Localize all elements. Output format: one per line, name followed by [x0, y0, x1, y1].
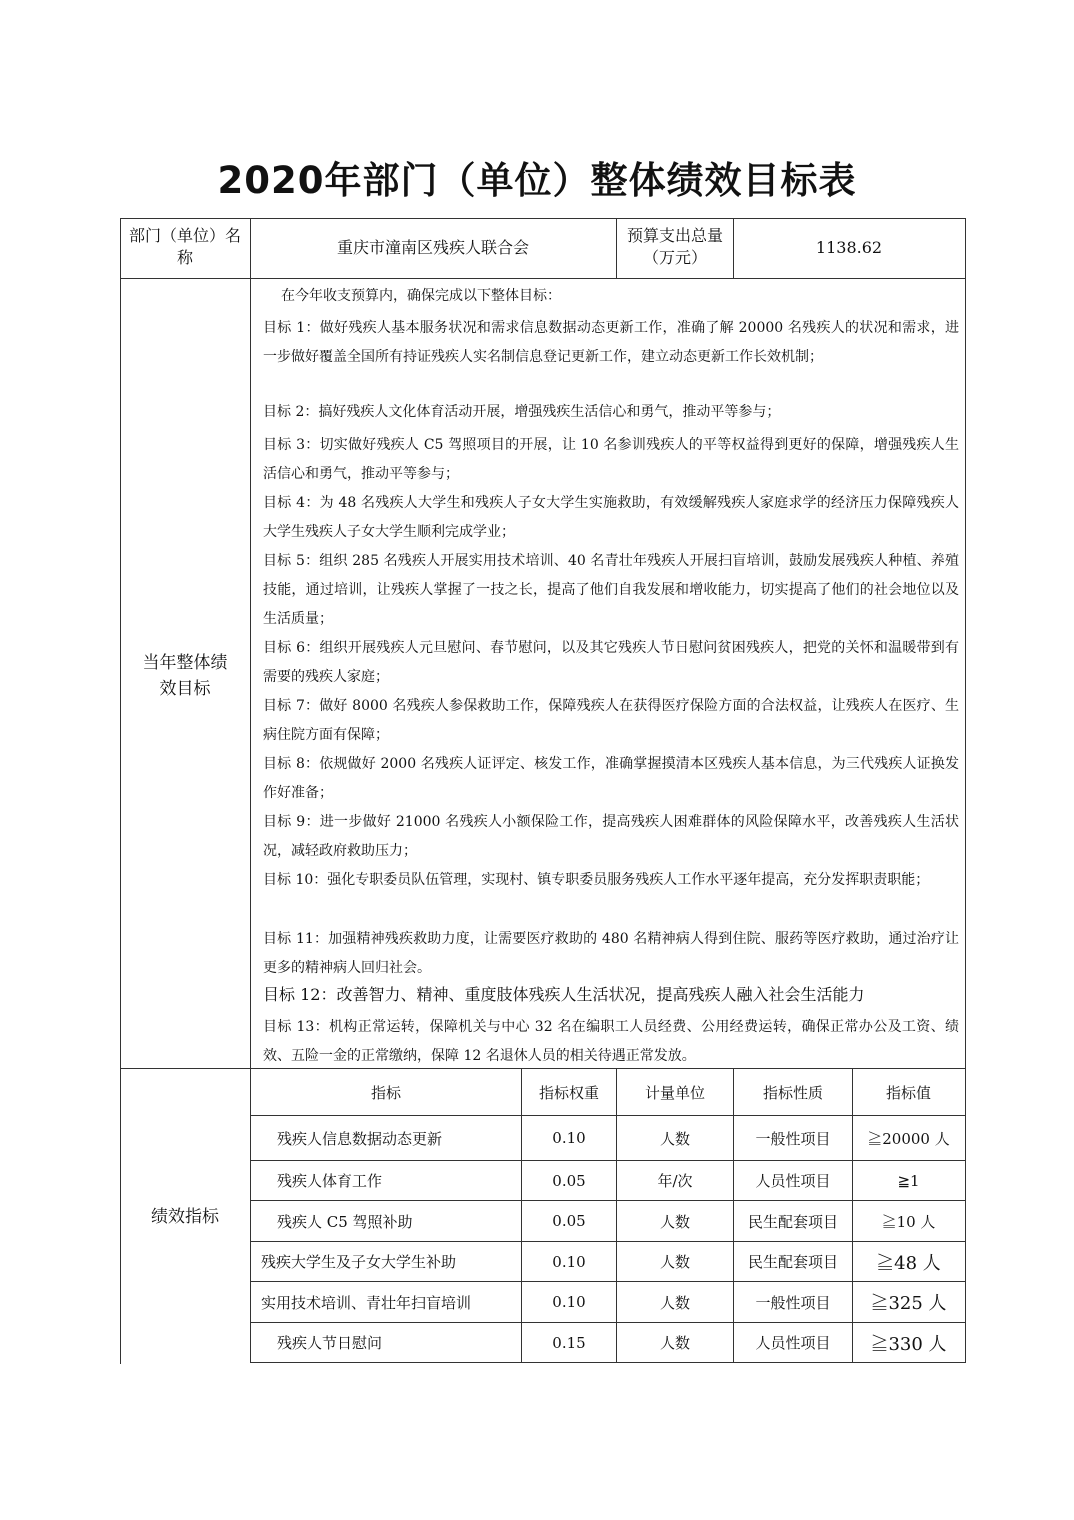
table-row-nature: 人员性项目	[755, 1172, 831, 1190]
goal-item: 目标 9：进一步做好 21000 名残疾人小额保险工作，提高残疾人困难群体的风险保障水平，改善残疾人生活状况，减轻政府救助压力；	[263, 814, 959, 859]
table-row-nature: 民生配套项目	[747, 1253, 838, 1271]
dept-name-value: 重庆市潼南区残疾人联合会	[336, 238, 529, 257]
table-row-unit: 人数	[659, 1293, 690, 1312]
table-row-unit: 年/次	[657, 1172, 693, 1190]
table-row-name: 残疾人体育工作	[277, 1172, 383, 1190]
table-row-weight: 0.10	[552, 1293, 586, 1311]
table-row-nature: 一般性项目	[755, 1293, 831, 1312]
table-row-weight: 0.05	[552, 1212, 586, 1230]
table-row-unit: 人数	[659, 1212, 690, 1231]
table-row-weight: 0.15	[552, 1333, 586, 1352]
indicators-label: 绩效指标	[151, 1207, 219, 1227]
table-row-unit: 人数	[659, 1129, 690, 1148]
goal-item: 目标 2：搞好残疾人文化体育活动开展，增强残疾生活信心和勇气，推动平等参与；	[263, 404, 781, 420]
table-row-nature: 民生配套项目	[747, 1212, 838, 1231]
goal-item: 目标 3：切实做好残疾人 C5 驾照项目的开展，让 10 名参训残疾人的平等权益得到更好的保障，增强残疾人生活信心和勇气，推动平等参与；	[263, 437, 959, 482]
goal-item: 目标 10：强化专职委员队伍管理，实现村、镇专职委员服务残疾人工作水平逐年提高，充分发挥职责职能；	[263, 872, 930, 888]
goal-item: 目标 12：改善智力、精神、重度肢体残疾人生活状况，提高残疾人融入社会生活能力	[263, 985, 865, 1004]
table-row-value: ≧10 人	[881, 1212, 936, 1231]
col-header-nature: 指标性质	[762, 1083, 823, 1102]
goal-item: 目标 7：做好 8000 名残疾人参保救助工作，保障残疾人在获得医疗保险方面的合法权益，让残疾人在医疗、生病住院方面有保障；	[263, 698, 959, 743]
goal-item: 目标 5：组织 285 名残疾人开展实用技术培训、40 名青壮年残疾人开展扫盲培训，鼓励发展残疾人种植、养殖技能，通过培训，让残疾人掌握了一技之长，提高了他们自我发展和增收能力，切实提高了他们的社会地位以及生活质量；	[263, 553, 959, 627]
goal-item: 目标 8：依规做好 2000 名残疾人证评定、核发工作，准确掌握摸清本区残疾人基本信息，为三代残疾人证换发作好准备；	[263, 756, 959, 801]
col-header-value: 指标值	[885, 1083, 931, 1102]
table-row-value: ≧325 人	[870, 1293, 947, 1314]
goal-item: 目标 4：为 48 名残疾人大学生和残疾人子女大学生实施救助，有效缓解残疾人家庭求学的经济压力保障残疾人大学生残疾人子女大学生顺利完成学业；	[263, 495, 959, 540]
table-row-unit: 人数	[659, 1253, 690, 1271]
col-header-unit: 计量单位	[644, 1083, 705, 1102]
table-row-weight: 0.05	[552, 1171, 586, 1190]
indicators-section	[120, 1068, 121, 1364]
goal-item: 目标 13：机构正常运转，保障机关与中心 32 名在编职工人员经费、公用经费运转，确保正常办公及工资、绩效、五险一金的正常缴纳，保障 12 名退休人员的相关待遇正常发放。	[263, 1019, 959, 1064]
table-row-name: 残疾人 C5 驾照补助	[277, 1212, 413, 1231]
col-header-weight: 指标权重	[538, 1083, 599, 1102]
table-row-value: ≧48 人	[876, 1252, 941, 1274]
dept-name-label: 部门（单位）名称	[128, 226, 241, 267]
table-row-weight: 0.10	[552, 1129, 586, 1147]
table-row-name: 残疾大学生及子女大学生补助	[261, 1253, 457, 1271]
table-row-name: 残疾人信息数据动态更新	[277, 1129, 443, 1148]
table-row-nature: 人员性项目	[755, 1334, 831, 1352]
table-row-value: ≧330 人	[870, 1333, 947, 1355]
table-row-name: 残疾人节日慰问	[277, 1334, 383, 1352]
page-title: 2020年部门（单位）整体绩效目标表	[217, 159, 857, 202]
goal-item: 目标 11：加强精神残疾救助力度，让需要医疗救助的 480 名精神病人得到住院、服药等医疗救助，通过治疗让更多的精神病人回归社会。	[263, 931, 959, 976]
goals-intro: 在今年收支预算内，确保完成以下整体目标：	[281, 288, 561, 304]
budget-value: 1138.62	[815, 238, 883, 257]
goal-item: 目标 1：做好残疾人基本服务状况和需求信息数据动态更新工作，准确了解 20000 名残疾人的状况和需求，进一步做好覆盖全国所有持证残疾人实名制信息登记更新工作，建立动态更新工作长效机制；	[263, 320, 959, 365]
table-row-nature: 一般性项目	[755, 1129, 831, 1148]
table-row-name: 实用技术培训、青壮年扫盲培训	[261, 1293, 472, 1312]
table-row-value: ≧20000 人	[867, 1129, 950, 1148]
col-header-indicator: 指标	[370, 1083, 401, 1102]
goals-section-label: 当年整体绩效目标	[142, 653, 228, 699]
budget-label: 预算支出总量（万元）	[626, 226, 723, 267]
table-row-weight: 0.10	[552, 1252, 586, 1271]
table-row-value: ≧1	[897, 1171, 920, 1190]
goal-item: 目标 6：组织开展残疾人元旦慰问、春节慰问，以及其它残疾人节日慰问贫困残疾人，把党的关怀和温暖带到有需要的残疾人家庭；	[263, 640, 959, 685]
table-row-unit: 人数	[659, 1334, 690, 1352]
